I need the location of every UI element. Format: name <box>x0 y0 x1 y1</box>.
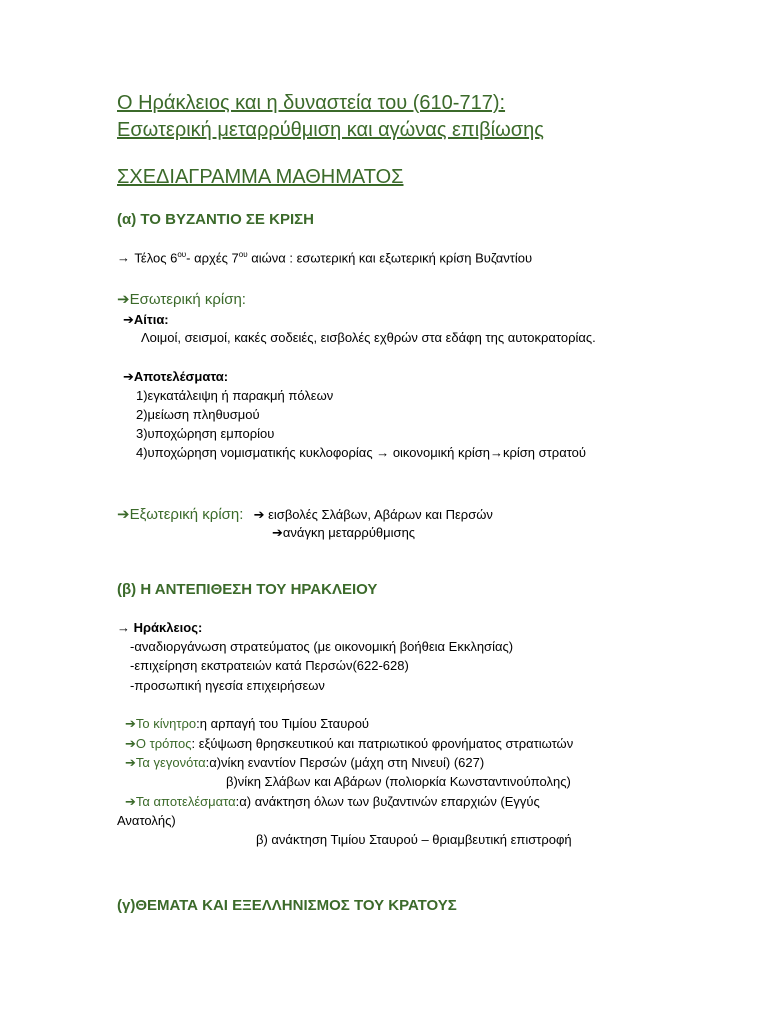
bold-arrow-icon: ➔ <box>123 369 134 384</box>
heraclius-item-3: -προσωπική ηγεσία επιχειρήσεων <box>130 678 325 693</box>
thin-arrow-icon: → <box>490 445 503 460</box>
events-row-2: β)νίκη Σλάβων και Αβάρων (πολιορκία Κωνσταντινούπολης) <box>226 774 571 789</box>
bold-arrow-icon: ➔ <box>253 507 265 522</box>
motive-label: Το κίνητρο <box>135 716 197 731</box>
bold-arrow-icon: ➔ <box>117 291 130 308</box>
bold-arrow-icon: ➔ <box>125 716 136 731</box>
results-label: ➔Αποτελέσματα: <box>123 369 229 384</box>
section-b-heading: (β) Η ΑΝΤΕΠΙΘΕΣΗ ΤΟΥ ΗΡΑΚΛΕΙΟΥ <box>117 581 378 598</box>
external-crisis-label: ➔Εξωτερική κρίση: <box>117 506 244 523</box>
way-row: ➔Ο τρόπος: εξύψωση θρησκευτικού και πατριωτικού φρονήματος στρατιωτών <box>125 736 574 751</box>
bold-arrow-icon: ➔ <box>125 736 136 751</box>
section-a-heading: (α) ΤΟ ΒΥΖΑΝΤΙΟ ΣΕ ΚΡΙΣΗ <box>117 211 314 228</box>
section-a-intro: → Τέλος $6^{o\upsilon}-$ αρχές $7^{o\upsilon}$ αιώνα : εσωτερική και εξωτερική κρίση Βυζαντίου <box>117 250 533 266</box>
thin-arrow-icon: → <box>117 250 130 266</box>
bold-arrow-icon: ➔ <box>125 755 136 770</box>
way-label: Ο τρόπος <box>135 736 192 751</box>
section-c-heading: (γ)ΘΕΜΑΤΑ ΚΑΙ ΕΞΕΛΛΗΝΙΣΜΟΣ ΤΟΥ ΚΡΑΤΟΥΣ <box>117 897 457 914</box>
events-row: ➔Τα γεγονότα:α)νίκη εναντίον Περσών (μάχη στη Νινευί) (627) <box>125 755 485 770</box>
outcomes-wrap: Ανατολής) <box>117 813 176 828</box>
outcomes-row: ➔Τα αποτελέσματα:α) ανάκτηση όλων των βυζαντινών επαρχιών (Εγγύς <box>125 794 540 809</box>
outcomes-row-2: β) ανάκτηση Τιμίου Σταυρού – θριαμβευτική επιστροφή <box>256 832 572 847</box>
events-label: Τα γεγονότα <box>135 755 206 770</box>
causes-label: ➔Αίτια: <box>123 312 169 327</box>
heraclius-item-2: -επιχείρηση εκστρατειών κατά Περσών(622-628) <box>130 658 409 673</box>
result-item-4: 4)υποχώρηση νομισματικής κυκλοφορίας → οικονομική κρίση→κρίση στρατού <box>136 445 587 460</box>
internal-crisis-label: ➔Εσωτερική κρίση: <box>117 291 246 308</box>
outline-subtitle: ΣΧΕΔΙΑΓΡΑΜΜΑ ΜΑΘΗΜΑΤΟΣ <box>117 166 404 188</box>
causes-text: Λοιμοί, σεισμοί, κακές σοδειές, εισβολές εχθρών στα εδάφη της αυτοκρατορίας. <box>141 330 596 345</box>
title-line-1: Ο Ηράκλειος και η δυναστεία του (610-717): <box>117 92 506 114</box>
bold-arrow-icon: ➔ <box>272 525 283 540</box>
result-item-1: 1)εγκατάλειψη ή παρακμή πόλεων <box>136 388 334 403</box>
outcomes-label: Τα αποτελέσματα <box>135 794 236 809</box>
external-need-reform: ➔ανάγκη μεταρρύθμισης <box>272 525 416 540</box>
result-item-2: 2)μείωση πληθυσμού <box>136 407 260 422</box>
motive-row: ➔Το κίνητρο:η αρπαγή του Τιμίου Σταυρού <box>125 716 370 731</box>
result-item-3: 3)υποχώρηση εμπορίου <box>136 426 275 441</box>
thin-arrow-icon: → <box>376 445 390 460</box>
bold-arrow-icon: ➔ <box>123 312 134 327</box>
thin-arrow-icon: → <box>117 620 130 635</box>
bold-arrow-icon: ➔ <box>125 794 136 809</box>
external-crisis-row: ➔Εξωτερική κρίση: ➔ εισβολές Σλάβων, Αβάρων και Περσών <box>117 506 493 523</box>
heraclius-label: → Ηράκλειος: <box>117 620 203 635</box>
bold-arrow-icon: ➔ <box>117 506 130 523</box>
heraclius-item-1: -αναδιοργάνωση στρατεύματος (με οικονομική βοήθεια Εκκλησίας) <box>130 639 514 654</box>
title-line-2: Εσωτερική μεταρρύθμιση και αγώνας επιβίωσης <box>117 119 544 141</box>
